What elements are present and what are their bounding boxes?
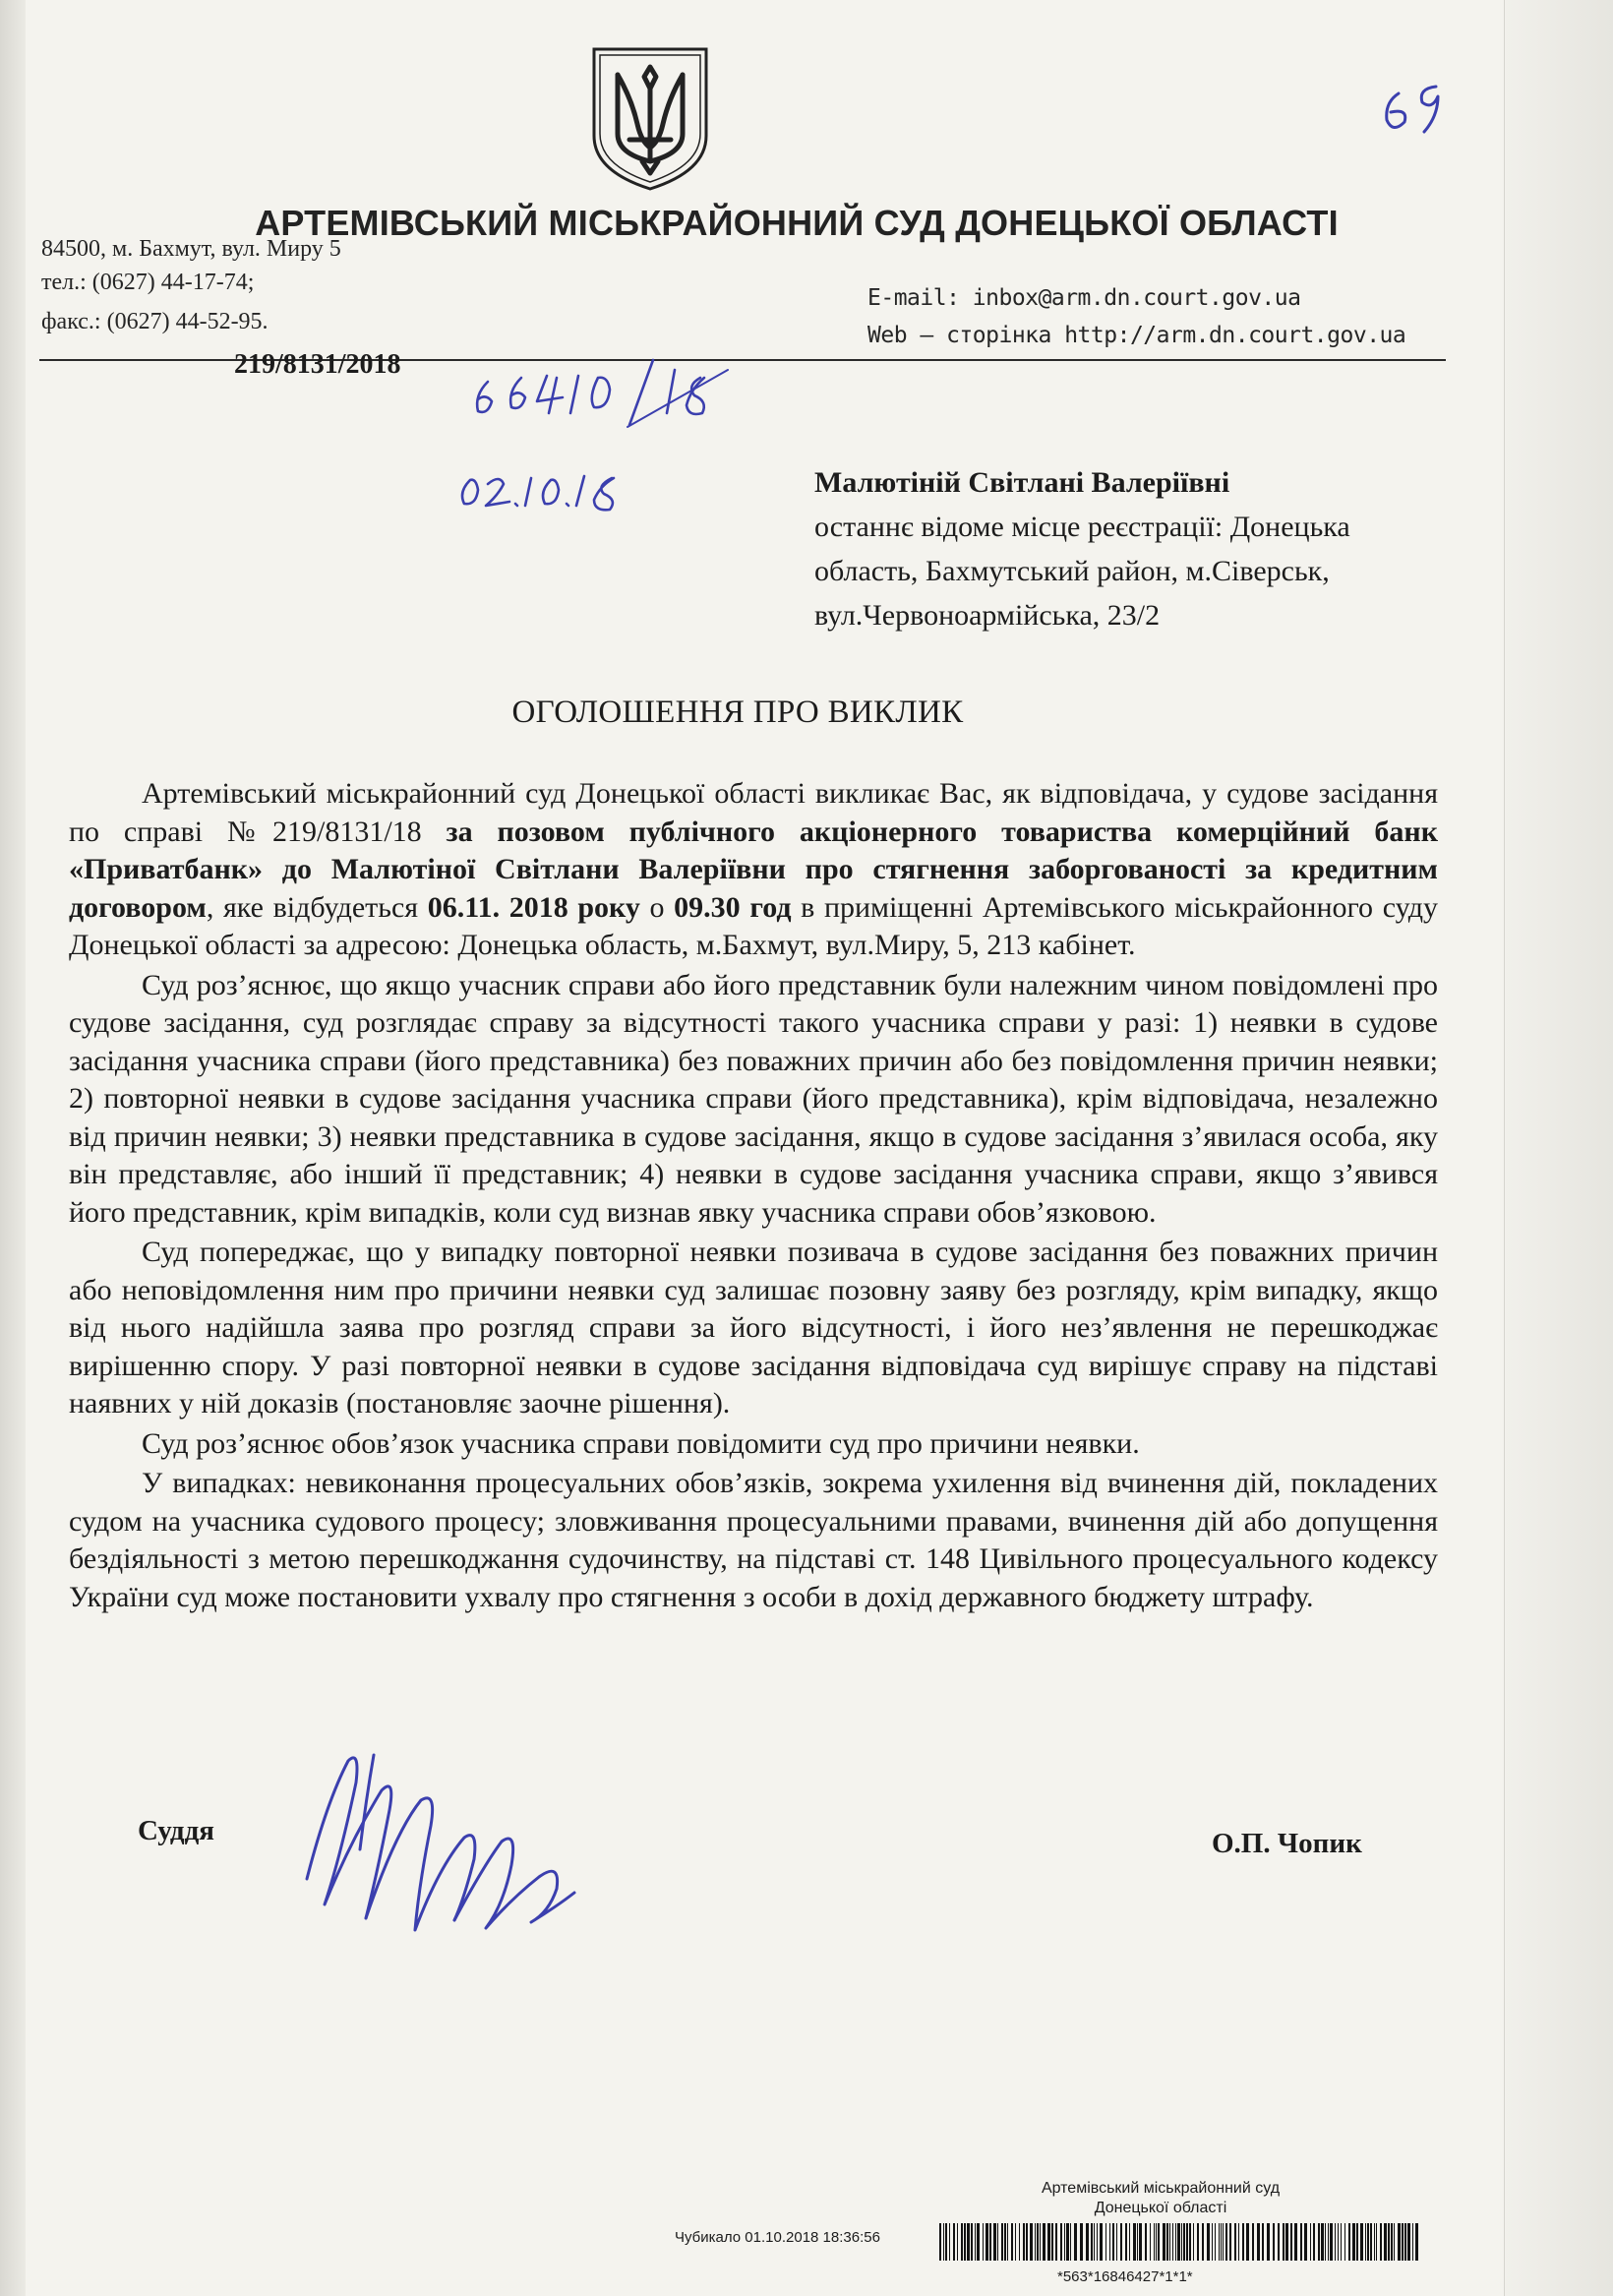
barcode-bar xyxy=(964,2223,966,2261)
barcode-bar xyxy=(1212,2223,1213,2261)
barcode-bar xyxy=(1398,2223,1401,2261)
case-number: 219/8131/2018 xyxy=(234,349,401,380)
barcode-bar xyxy=(945,2223,947,2261)
barcode-bar xyxy=(1070,2223,1071,2261)
barcode-bar xyxy=(1091,2223,1093,2261)
barcode-icon xyxy=(939,2223,1421,2261)
barcode-bar xyxy=(1242,2223,1244,2261)
judge-label: Суддя xyxy=(138,1815,214,1846)
barcode-bar xyxy=(1175,2223,1176,2261)
text-run: в приміщенні Артемівського міськрайонного суду Донецької області за адресою: Донецька область, м.Бахмут, вул.Миру, 5, 213 кабінет. xyxy=(69,890,1438,961)
barcode-number: *563*16846427*1*1* xyxy=(1057,2268,1193,2285)
barcode-bar xyxy=(1197,2223,1199,2261)
barcode-bar xyxy=(1109,2223,1110,2261)
barcode-bar xyxy=(1273,2223,1275,2261)
paragraph-warning: Суд попереджає, що у випадку повторної неявки позивача в судове засідання без поважних причин або неповідомлення ним про причини неявки суд залишає позовну заяву без розгляду, крім випадку, якщо від нього надійшла заява про розгляд справи за його відсутності, і його нез’явлення не перешкоджає вирішенню спору. У разі повторної неявки в судове засідання відповідача суд вирішує справу на підставі наявних у ній доказів (постановляє заочне рішення). xyxy=(69,1236,1438,1420)
barcode-bar xyxy=(977,2223,980,2261)
text-run: Артемівський міськрайонний суд Донецької області викликає Вас, як відповідача, у судове засідання по справі №219/8131/18 xyxy=(69,777,1438,848)
barcode-bar xyxy=(1166,2223,1168,2261)
barcode-bar xyxy=(1365,2223,1366,2261)
barcode-bar xyxy=(1310,2223,1311,2261)
barcode-bar xyxy=(1137,2223,1138,2261)
barcode-bar xyxy=(957,2223,958,2261)
barcode-bar xyxy=(1335,2223,1336,2261)
barcode-bar xyxy=(1150,2223,1151,2261)
barcode-bar xyxy=(975,2223,976,2261)
barcode-bar xyxy=(1202,2223,1204,2261)
barcode-bar xyxy=(971,2223,973,2261)
barcode-bar xyxy=(1229,2223,1231,2261)
barcode-bar xyxy=(1074,2223,1077,2261)
addressee-name: Малютіній Світлані Валеріївні xyxy=(814,466,1230,499)
barcode-bar xyxy=(1156,2223,1157,2261)
barcode-bar xyxy=(1186,2223,1188,2261)
barcode-bar xyxy=(1402,2223,1404,2261)
coat-of-arms-icon xyxy=(588,45,712,193)
barcode-bar xyxy=(1047,2223,1050,2261)
barcode-bar xyxy=(1356,2223,1358,2261)
barcode-bar xyxy=(1055,2223,1057,2261)
barcode-bar xyxy=(1338,2223,1339,2261)
stamp-court-line: Артемівський міськрайонний суд xyxy=(1041,2180,1281,2197)
barcode-bar xyxy=(1283,2223,1284,2261)
handwritten-registration-number xyxy=(477,360,728,427)
court-email: E-mail: inbox@arm.dn.court.gov.ua xyxy=(867,285,1301,311)
barcode-bar xyxy=(1037,2223,1039,2261)
barcode-bar xyxy=(1376,2223,1377,2261)
barcode-bar xyxy=(1223,2223,1224,2261)
barcode-bar xyxy=(1051,2223,1053,2261)
barcode-bar xyxy=(1163,2223,1165,2261)
barcode-bar xyxy=(1221,2223,1222,2261)
barcode-bar xyxy=(1125,2223,1127,2261)
court-phone: тел.: (0627) 44-17-74; xyxy=(41,270,255,295)
barcode-bar xyxy=(1158,2223,1160,2261)
barcode-bar xyxy=(1415,2223,1418,2261)
barcode-bar xyxy=(983,2223,984,2261)
paragraph-penalty: У випадках: невиконання процесуальних обов’язків, зокрема ухилення від вчинення дій, покладених судом на учасника судового процесу; зловживання процесуальними правами, вчинення дій або допущення бездіяльності з метою перешкоджання судочинству, на підставі ст. 148 Цивільного процесуального кодексу України суд може постановити ухвалу про стягнення з особи в дохід державного бюджету штрафу. xyxy=(69,1467,1438,1613)
barcode-bar xyxy=(1257,2223,1260,2261)
barcode-bar xyxy=(1040,2223,1041,2261)
barcode-bar xyxy=(1145,2223,1147,2261)
barcode-bar xyxy=(1262,2223,1264,2261)
barcode-bar xyxy=(1294,2223,1297,2261)
barcode-bar xyxy=(967,2223,970,2261)
barcode-bar xyxy=(1080,2223,1083,2261)
barcode-bar xyxy=(1407,2223,1410,2261)
barcode-bar xyxy=(1238,2223,1239,2261)
barcode-bar xyxy=(1169,2223,1170,2261)
barcode-bar xyxy=(1348,2223,1350,2261)
handwritten-page-number xyxy=(1387,87,1438,132)
barcode-bar xyxy=(997,2223,998,2261)
barcode-bar xyxy=(1290,2223,1292,2261)
barcode-bar xyxy=(1344,2223,1345,2261)
barcode-bar xyxy=(1001,2223,1003,2261)
addressee-address-line: вул.Червоноармійська, 23/2 xyxy=(814,599,1161,632)
barcode-bar xyxy=(1094,2223,1095,2261)
barcode-bar xyxy=(1267,2223,1270,2261)
barcode-bar xyxy=(1004,2223,1006,2261)
paragraph-duty: Суд роз’яснює обов’язок учасника справи повідомити суд про причини неявки. xyxy=(142,1426,1140,1460)
judge-signature xyxy=(307,1755,574,1930)
page-edge-shadow xyxy=(1504,0,1613,2296)
barcode-bar xyxy=(1388,2223,1390,2261)
barcode-bar xyxy=(1120,2223,1122,2261)
barcode-bar xyxy=(1300,2223,1302,2261)
barcode-bar xyxy=(1412,2223,1413,2261)
hearing-time: 09.30 год xyxy=(674,890,792,924)
barcode-bar xyxy=(993,2223,996,2261)
barcode-bar xyxy=(1207,2223,1210,2261)
barcode-bar xyxy=(961,2223,963,2261)
barcode-bar xyxy=(1404,2223,1406,2261)
barcode-bar xyxy=(953,2223,955,2261)
court-name: АРТЕМІВСЬКИЙ МІСЬКРАЙОННИЙ СУД ДОНЕЦЬКОЇ ОБЛАСТІ xyxy=(255,203,1339,243)
barcode-bar xyxy=(1225,2223,1227,2261)
barcode-bar xyxy=(1318,2223,1320,2261)
text-run: о xyxy=(639,890,675,924)
barcode-bar xyxy=(1086,2223,1089,2261)
addressee-block xyxy=(814,460,1444,637)
barcode-bar xyxy=(1100,2223,1103,2261)
addressee-address-line: область, Бахмутський район, м.Сіверськ, xyxy=(814,555,1330,587)
barcode-bar xyxy=(1154,2223,1155,2261)
barcode-bar xyxy=(1313,2223,1315,2261)
barcode-bar xyxy=(1352,2223,1355,2261)
barcode-bar xyxy=(1215,2223,1216,2261)
registration-stamp xyxy=(1023,2179,1298,2218)
claim-description: за позовом публічного акціонерного товариства комерційний банк «Приватбанк» до Малютіної Світлани Валеріївни про стягнення заборгованості за кредитним договором xyxy=(69,815,1438,924)
barcode-bar xyxy=(1384,2223,1387,2261)
notice-title: ОГОЛОШЕННЯ ПРО ВИКЛИК xyxy=(511,695,964,730)
barcode-bar xyxy=(1219,2223,1220,2261)
barcode-bar xyxy=(1367,2223,1369,2261)
barcode-bar xyxy=(1026,2223,1028,2261)
barcode-bar xyxy=(1252,2223,1254,2261)
barcode-bar xyxy=(1183,2223,1185,2261)
stamp-registration-info: Чубикало 01.10.2018 18:36:56 xyxy=(675,2229,880,2246)
barcode-bar xyxy=(1193,2223,1194,2261)
barcode-bar xyxy=(1325,2223,1326,2261)
text-run: , яке відбудеться xyxy=(206,890,428,924)
barcode-bar xyxy=(1011,2223,1013,2261)
barcode-bar xyxy=(1139,2223,1142,2261)
barcode-bar xyxy=(1116,2223,1117,2261)
barcode-bar xyxy=(1374,2223,1375,2261)
court-website: Web – сторінка http://arm.dn.court.gov.ua xyxy=(867,323,1406,348)
barcode-bar xyxy=(1285,2223,1288,2261)
court-fax: факс.: (0627) 44-52-95. xyxy=(41,309,269,334)
barcode-bar xyxy=(939,2223,941,2261)
barcode-bar xyxy=(1060,2223,1062,2261)
barcode-bar xyxy=(1129,2223,1130,2261)
barcode-bar xyxy=(1360,2223,1363,2261)
barcode-bar xyxy=(1112,2223,1114,2261)
barcode-bar xyxy=(1035,2223,1036,2261)
barcode-bar xyxy=(1246,2223,1249,2261)
judge-name: О.П. Чопик xyxy=(1212,1828,1362,1859)
handwritten-date xyxy=(462,476,614,510)
barcode-bar xyxy=(1304,2223,1307,2261)
barcode-bar xyxy=(1105,2223,1106,2261)
barcode-bar xyxy=(1019,2223,1020,2261)
barcode-bar xyxy=(1177,2223,1180,2261)
barcode-bar xyxy=(1181,2223,1182,2261)
barcode-bar xyxy=(1341,2223,1342,2261)
barcode-bar xyxy=(1380,2223,1382,2261)
barcode-bar xyxy=(1172,2223,1173,2261)
page-binding-shadow xyxy=(0,0,26,2296)
barcode-bar xyxy=(1066,2223,1069,2261)
barcode-bar xyxy=(1023,2223,1025,2261)
barcode-bar xyxy=(986,2223,988,2261)
court-address: 84500, м. Бахмут, вул. Миру 5 xyxy=(41,236,341,262)
barcode-bar xyxy=(1064,2223,1065,2261)
barcode-bar xyxy=(943,2223,944,2261)
barcode-bar xyxy=(1321,2223,1324,2261)
barcode-bar xyxy=(949,2223,950,2261)
paragraph-absence-rules: Суд роз’яснює, що якщо учасник справи або його представник були належним чином повідомлені про судове засідання, суд розглядає справу за відсутності такого учасника справи у разі: 1) неявки в судове засідання учасника справи (його представника) без поважних причин або без повідомлення причин неявки; 2) повторної неявки в судове засідання учасника справи (його представника), крім відповідача, незалежно від причин неявки; 3) неявки представника в судове засідання, якщо в судове засідання з’явилася особа, яку він представляє, або інший її представник; 4) неявки в судове засідання учасника справи, якщо з’явився його представник, крім випадків, коли суд визнав явку учасника справи обов’язковою. xyxy=(69,968,1438,1229)
barcode-bar xyxy=(1278,2223,1280,2261)
barcode-bar xyxy=(1391,2223,1393,2261)
barcode-bar xyxy=(1394,2223,1395,2261)
barcode-bar xyxy=(989,2223,991,2261)
barcode-bar xyxy=(1370,2223,1372,2261)
hearing-date: 06.11. 2018 року xyxy=(427,890,640,924)
barcode-bar xyxy=(1189,2223,1191,2261)
addressee-address-line: останнє відоме місце реєстрації: Донецька xyxy=(814,511,1350,543)
barcode-bar xyxy=(1097,2223,1098,2261)
barcode-bar xyxy=(1007,2223,1008,2261)
barcode-bar xyxy=(1328,2223,1329,2261)
barcode-bar xyxy=(1030,2223,1033,2261)
notice-body xyxy=(69,775,1438,1618)
paragraph-summons xyxy=(69,775,1438,965)
barcode-bar xyxy=(1330,2223,1333,2261)
barcode-bar xyxy=(1133,2223,1136,2261)
stamp-court-line: Донецької області xyxy=(1094,2200,1227,2216)
barcode-bar xyxy=(1015,2223,1016,2261)
barcode-bar xyxy=(1043,2223,1045,2261)
barcode-bar xyxy=(1234,2223,1236,2261)
